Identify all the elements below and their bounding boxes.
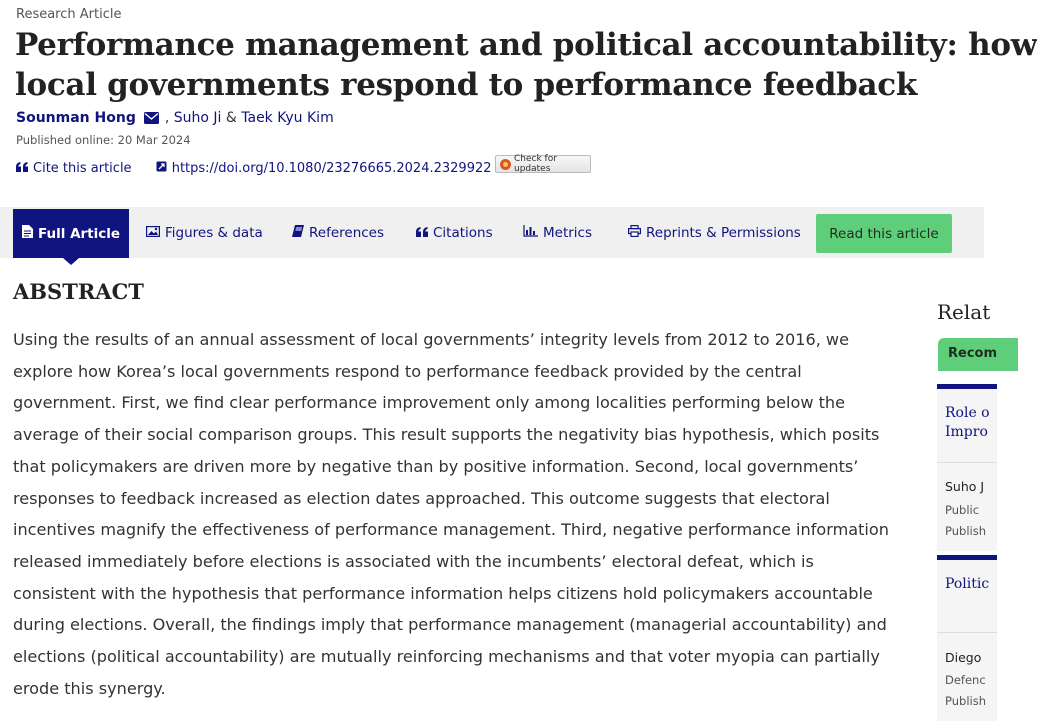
tab-metrics-label: Metrics [543, 224, 593, 241]
divider [937, 632, 997, 633]
tab-full-article[interactable] [13, 209, 129, 258]
meta-links [16, 161, 492, 176]
article-tab-bar [0, 207, 984, 258]
cite-link[interactable] [16, 161, 132, 176]
related-article-published: Publish [945, 524, 986, 538]
abstract-heading: ABSTRACT [13, 279, 144, 304]
tab-metrics[interactable] [523, 207, 592, 258]
read-this-article-label: Read this article [829, 225, 939, 242]
tab-reprints-permissions[interactable] [628, 207, 801, 258]
related-article-title: Impro [945, 424, 988, 440]
related-article-journal: Public [945, 503, 980, 517]
article-title [15, 25, 1037, 105]
author-separator: , [164, 110, 170, 126]
check-for-updates-button[interactable] [495, 155, 591, 173]
tab-reprints-permissions-label: Reprints & Permissions [646, 224, 801, 241]
title-line-2: local governments respond to performance feedback [15, 67, 917, 103]
published-date: Published online: 20 Mar 2024 [16, 133, 191, 147]
title-line-1: Performance management and political accountability: how [15, 27, 1037, 63]
author-link-1[interactable]: Sounman Hong [16, 110, 136, 126]
image-icon [146, 225, 160, 241]
quote-icon [416, 225, 428, 241]
tab-references[interactable] [292, 207, 384, 258]
related-article-title: Politic [945, 576, 990, 592]
tab-recommended[interactable]: Recom [938, 338, 1018, 371]
divider [937, 462, 997, 463]
doi-link[interactable] [156, 161, 492, 176]
related-articles-sidebar [937, 0, 998, 716]
external-link-icon [156, 161, 167, 176]
quote-icon [16, 161, 28, 176]
abstract-text: Using the results of an annual assessment of local governments’ integrity levels from 2012 to 2016, we explore how Korea’s local governments respond to performance feedback provided by the central government. First, we find clear performance improvement only among localities performing below the average of their social comparison groups. This result supports the negativity bias hypothesis, which posits that policymakers are driven more by negative than by positive information. Second, local governments’ responses to feedback increased as election dates approached. This outcome suggests that electoral incentives magnify the effectiveness of performance management. Third, negative performance information released immediately before elections is associated with the incumbents’ electoral defeat, which is consistent with the hypothesis that performance information helps citizens hold policymakers accountable during elections. Overall, the findings imply that performance management (managerial accountability) and elections (political accountability) are mutually reinforcing mechanisms and that voter myopia can partially erode this synergy. [13, 330, 889, 698]
author-list [16, 110, 334, 128]
envelope-icon[interactable] [144, 112, 159, 128]
tab-citations-label: Citations [433, 224, 493, 241]
related-article-published: Publish [945, 694, 986, 708]
related-article-card[interactable] [937, 555, 997, 721]
read-this-article-button[interactable] [816, 214, 952, 253]
cite-label: Cite this article [33, 161, 132, 176]
related-article-author: Diego [945, 650, 982, 665]
tab-references-label: References [309, 224, 385, 241]
related-article-card[interactable] [937, 384, 997, 551]
print-icon [628, 225, 641, 241]
related-article-journal: Defenc [945, 673, 986, 687]
document-icon [22, 225, 33, 242]
check-for-updates-label: Check for updates [514, 154, 557, 174]
book-icon [292, 225, 304, 241]
related-article-title: Role o [945, 405, 990, 421]
crossmark-icon [500, 159, 511, 170]
tab-full-article-label: Full Article [37, 225, 121, 242]
author-ampersand: & [225, 110, 237, 126]
article-type-label: Research Article [16, 7, 122, 22]
related-article-author: Suho J [945, 479, 985, 494]
doi-text: https://doi.org/10.1080/23276665.2024.2329922 [171, 161, 492, 176]
author-link-3[interactable]: Taek Kyu Kim [241, 110, 334, 126]
bar-chart-icon [523, 225, 538, 241]
tab-figures-data[interactable] [146, 207, 263, 258]
tab-citations[interactable] [416, 207, 493, 258]
tab-figures-data-label: Figures & data [165, 224, 263, 241]
related-heading: Relat [937, 300, 991, 324]
author-link-2[interactable]: Suho Ji [173, 110, 222, 126]
